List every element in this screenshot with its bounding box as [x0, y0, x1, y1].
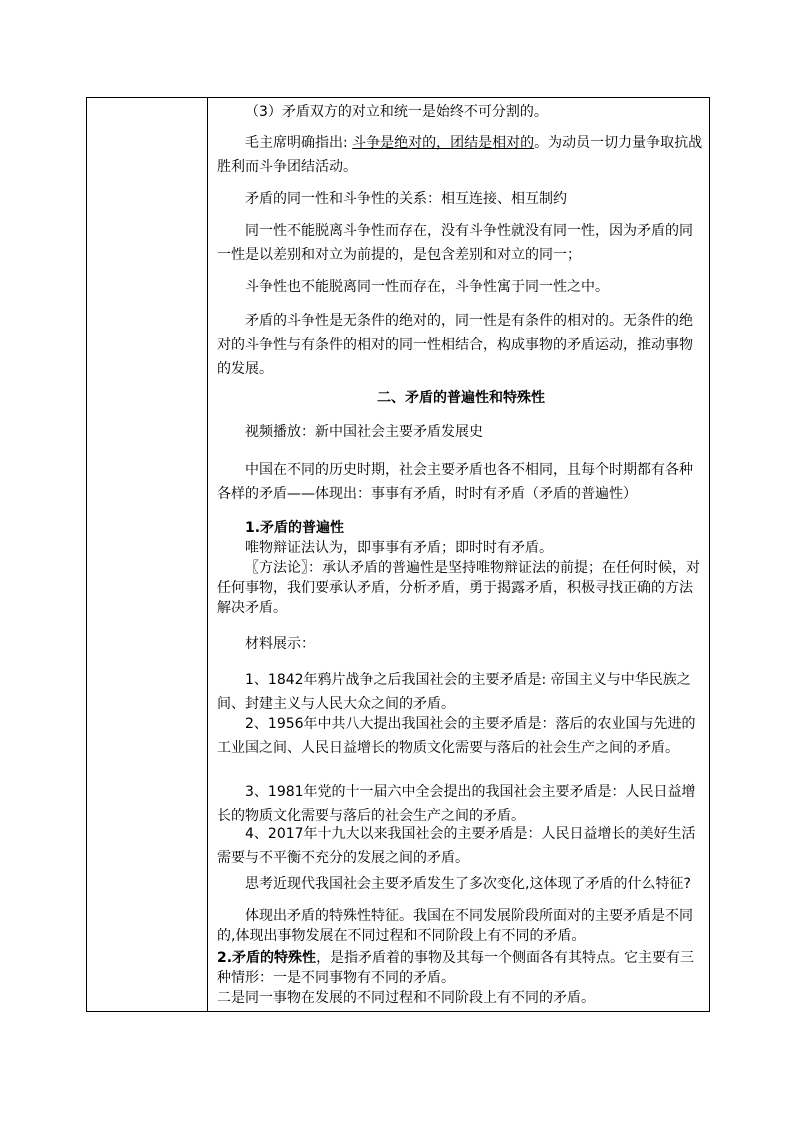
material-item-2017: 4、2017年十九大以来我国社会的主要矛盾是：人民日益增长的美好生活需要与不平衡不充分的发展之间的矛盾。: [217, 826, 696, 866]
paragraph-mao-quote: 毛主席明确指出: 斗争是绝对的，团结是相对的。为动员一切力量争取抗战胜利而斗争团结活动。: [217, 135, 703, 175]
material-item-1981: 3、1981年党的十一届六中全会提出的我国社会主要矛盾是：人民日益增长的物质文化需要与落后的社会生产之间的矛盾。: [217, 784, 696, 824]
paragraph-identity: 同一性不能脱离斗争性而存在，没有斗争性就没有同一性，因为矛盾的同一性是以差别和对立为前提的，是包含差别和对立的同一；: [217, 223, 693, 263]
paragraph-materialist: 唯物辩证法认为，即事事有矛盾；即时时有矛盾。: [245, 540, 553, 556]
mao-quote-underlined: 斗争是绝对的，团结是相对的: [352, 135, 535, 151]
paragraph-materials: 材料展示：: [245, 636, 315, 652]
paragraph-particularity: 2.矛盾的特殊性，是指矛盾着的事物及其每一个侧面各有其特点。它主要有三种情形：一是不同事物有不同的矛盾。: [217, 950, 695, 986]
lesson-table: [86, 97, 710, 1012]
left-column-cell: [87, 98, 208, 1011]
material-item-1956: 2、1956年中共八大提出我国社会的主要矛盾是：落后的农业国与先进的工业国之间、人民日益增长的物质文化需要与落后的社会生产之间的矛盾。: [217, 716, 696, 756]
content-cell: [209, 98, 709, 1011]
section-heading-universality: 二、矛盾的普遍性和特殊性: [377, 390, 545, 406]
paragraph-history: 中国在不同的历史时期，社会主要矛盾也各不相同，且每个时期都有各种各样的矛盾——体现出：事事有矛盾，时时有矛盾（矛盾的普遍性）: [217, 462, 693, 502]
subheading-universality: 1.矛盾的普遍性: [245, 520, 345, 536]
paragraph-video: 视频播放：新中国社会主要矛盾发展史: [245, 424, 483, 440]
paragraph-question: 思考近现代我国社会主要矛盾发生了多次变化,这体现了矛盾的什么特征?: [245, 876, 691, 892]
paragraph-methodology: 〖方法论〗：承认矛盾的普遍性是坚持唯物辩证法的前提；在任何时候，对任何事物，我们要承认矛盾，分析矛盾，勇于揭露矛盾，积极寻找正确的方法解决矛盾。: [217, 560, 700, 616]
paragraph-relationship: 矛盾的同一性和斗争性的关系：相互连接、相互制约: [245, 191, 567, 207]
paragraph-struggle: 斗争性也不能脱离同一性而存在，斗争性寓于同一性之中。: [245, 279, 609, 295]
subheading-particularity: 2.矛盾的特殊性: [217, 950, 317, 966]
paragraph-same-thing: 二是同一事物在发展的不同过程和不同阶段上有不同的矛盾。: [217, 990, 595, 1006]
paragraph-answer: 体现出矛盾的特殊性特征。我国在不同发展阶段所面对的主要矛盾是不同的,体现出事物发展在不同过程和不同阶段上有不同的矛盾。: [217, 908, 693, 944]
paragraph-absolute-relative: 矛盾的斗争性是无条件的绝对的，同一性是有条件的相对的。无条件的绝对的斗争性与有条件的相对的同一性相结合，构成事物的矛盾运动，推动事物的发展。: [217, 313, 693, 377]
material-item-1842: 1、1842年鸦片战争之后我国社会的主要矛盾是: 帝国主义与中华民族之间、封建主义与人民大众之间的矛盾。: [217, 672, 691, 712]
paragraph-unity-opposition: （3）矛盾双方的对立和统一是始终不可分割的。: [245, 104, 548, 120]
